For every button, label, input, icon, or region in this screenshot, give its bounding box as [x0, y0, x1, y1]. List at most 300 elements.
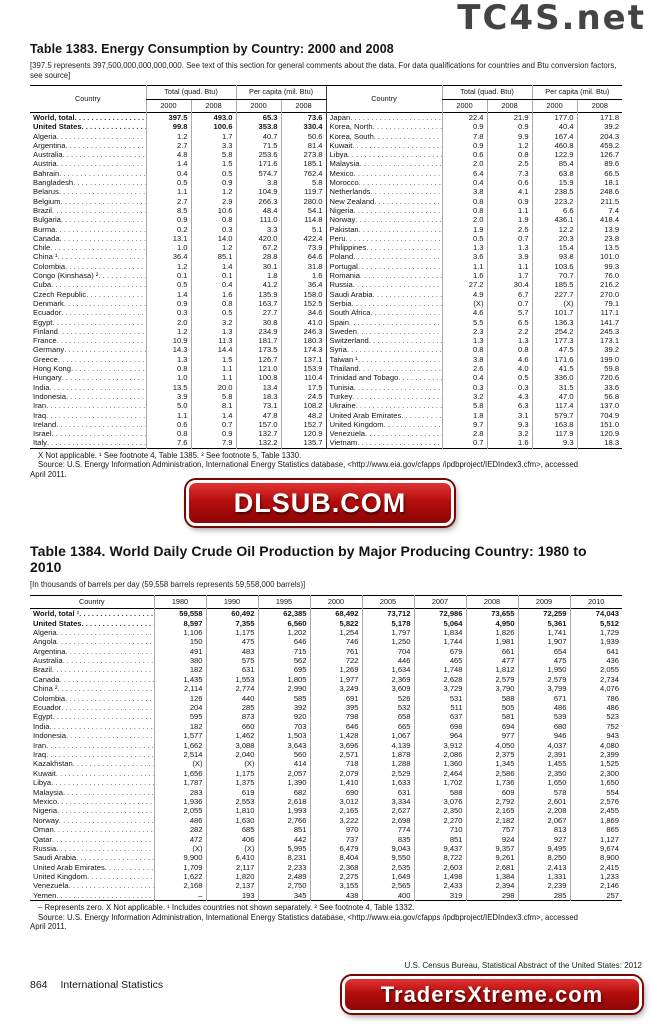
country-name: Oman [33, 825, 54, 835]
value-cell: 3,012 [310, 797, 362, 806]
value-cell: 89.6 [577, 159, 622, 168]
country-cell [30, 290, 146, 299]
value-cell: 722 [310, 656, 362, 665]
value-cell: 40.7 [236, 132, 281, 141]
value-cell: 248.6 [577, 187, 622, 196]
value-cell: 27.2 [442, 280, 487, 289]
country-name: United Arab Emirates [33, 862, 105, 872]
value-cell: 2,275 [310, 872, 362, 881]
value-cell: 4.1 [487, 187, 532, 196]
leader-dots [359, 225, 442, 234]
leader-dots [75, 113, 146, 122]
table-row [30, 299, 622, 308]
country-cell [30, 252, 146, 261]
leader-dots [351, 299, 441, 308]
value-cell: 28.8 [236, 252, 281, 261]
value-cell: 9,495 [518, 844, 570, 853]
leader-dots [63, 150, 146, 159]
value-cell: 2,553 [206, 797, 258, 806]
value-cell: 30.8 [236, 318, 281, 327]
value-cell: 171.6 [236, 159, 281, 168]
country-cell [30, 197, 146, 206]
value-cell: 1.3 [487, 336, 532, 345]
country-name: Kuwait [33, 768, 56, 778]
leader-dots [76, 853, 153, 862]
value-cell: 680 [518, 722, 570, 731]
value-cell: 631 [206, 665, 258, 674]
table-row [30, 373, 622, 382]
value-cell: 4,080 [570, 741, 622, 750]
value-cell: 8,404 [310, 853, 362, 862]
leader-dots [46, 741, 153, 750]
country-name: Malaysia [33, 787, 63, 797]
year-header: 2000 [442, 99, 487, 113]
value-cell: 1.3 [442, 336, 487, 345]
value-cell: 646 [258, 637, 310, 646]
leader-dots [60, 234, 146, 243]
country-cell [30, 327, 146, 336]
value-cell: 40.4 [532, 122, 577, 131]
value-cell: 285 [206, 703, 258, 712]
value-cell: 562 [258, 656, 310, 665]
value-cell: 695 [258, 665, 310, 674]
value-cell: 280.0 [281, 197, 326, 206]
value-cell: 7.4 [577, 206, 622, 215]
value-cell: 420.0 [236, 234, 281, 243]
table-row [30, 113, 622, 123]
value-cell: 6.4 [442, 169, 487, 178]
country-cell [30, 113, 146, 123]
leader-dots [60, 197, 145, 206]
value-cell: 694 [466, 722, 518, 731]
value-cell: 9.3 [532, 438, 577, 448]
country-cell [326, 318, 442, 327]
leader-dots [52, 665, 154, 674]
value-cell: 539 [518, 712, 570, 721]
value-cell: 54.1 [281, 206, 326, 215]
value-cell: 177.0 [532, 113, 577, 123]
value-cell: 117.4 [532, 401, 577, 410]
value-cell: 3.2 [191, 318, 236, 327]
country-name: India [33, 721, 50, 731]
value-cell: 3.3 [191, 141, 236, 150]
value-cell: 1,649 [362, 872, 414, 881]
country-cell [30, 844, 154, 853]
value-cell: 0.5 [146, 280, 191, 289]
value-cell: 691 [310, 694, 362, 703]
country-cell [326, 187, 442, 196]
leader-dots [71, 364, 146, 373]
value-cell: 3.8 [442, 355, 487, 364]
country-cell [30, 722, 154, 731]
year-header: 2007 [414, 595, 466, 609]
country-name: Saudi Arabia [33, 853, 77, 863]
year-header: 2010 [570, 595, 622, 609]
year-header: 2000 [236, 99, 281, 113]
value-cell: 3.6 [442, 252, 487, 261]
value-cell: 5.8 [442, 401, 487, 410]
value-cell: 24.5 [281, 392, 326, 401]
table-row [30, 806, 622, 815]
value-cell: 1,250 [362, 637, 414, 646]
value-cell: 73,655 [466, 609, 518, 619]
country-name: World, total [33, 113, 75, 122]
value-cell: 0.8 [146, 429, 191, 438]
table-row [30, 665, 622, 674]
value-cell: 0.4 [442, 373, 487, 382]
country-cell [326, 411, 442, 420]
value-cell: 126.7 [236, 355, 281, 364]
value-cell: 579.7 [532, 411, 577, 420]
value-cell: 2.5 [487, 225, 532, 234]
value-cell: 0.3 [487, 383, 532, 392]
value-cell: 3.2 [442, 392, 487, 401]
value-cell: 74,043 [570, 609, 622, 619]
leader-dots [52, 712, 153, 721]
value-cell: 0.6 [442, 150, 487, 159]
value-cell: 1.6 [487, 438, 532, 448]
value-cell: 703 [258, 722, 310, 731]
value-cell: 2,137 [206, 881, 258, 890]
country-cell [30, 122, 146, 131]
leader-dots [47, 438, 146, 447]
leader-dots [52, 835, 154, 844]
value-cell: 36.4 [281, 280, 326, 289]
country-cell [326, 355, 442, 364]
value-cell: (X) [206, 844, 258, 853]
value-cell: 298 [466, 891, 518, 901]
country-name: Norway [329, 215, 356, 225]
table-1384-body [30, 609, 622, 901]
country-name: Australia [33, 150, 63, 160]
country-name: Romania [329, 271, 360, 281]
country-cell [30, 206, 146, 215]
value-cell: 110.4 [281, 373, 326, 382]
value-cell: 0.4 [146, 169, 191, 178]
value-cell: 9,674 [570, 844, 622, 853]
value-cell: 12.2 [532, 225, 577, 234]
value-cell: 180.3 [281, 336, 326, 345]
country-cell [30, 429, 146, 438]
value-cell: 13.5 [577, 243, 622, 252]
leader-dots [57, 806, 153, 815]
country-name: Philippines [329, 243, 367, 253]
leader-dots [82, 122, 146, 131]
leader-dots [398, 373, 441, 382]
value-cell: 22.4 [442, 113, 487, 123]
country-cell [30, 392, 146, 401]
value-cell: 0.9 [191, 178, 236, 187]
country-name: Tunisia [329, 382, 354, 392]
table-1384 [30, 595, 622, 901]
table-row [30, 262, 622, 271]
value-cell: 1,993 [258, 806, 310, 815]
value-cell: 619 [206, 788, 258, 797]
country-name: Greece [33, 354, 58, 364]
table-row [30, 750, 622, 759]
table-row [30, 132, 622, 141]
country-name: Japan [329, 113, 351, 122]
country-cell [326, 169, 442, 178]
table-row [30, 872, 622, 881]
value-cell: 72,986 [414, 609, 466, 619]
table-row [30, 797, 622, 806]
country-cell [326, 327, 442, 336]
value-cell: 4.8 [146, 150, 191, 159]
year-header: 2000 [532, 99, 577, 113]
value-cell: 158.0 [281, 290, 326, 299]
value-cell: 1.2 [191, 187, 236, 196]
value-cell: 2,413 [518, 863, 570, 872]
country-name: United States [33, 122, 82, 132]
column-group-percapita: Per capita (mil. Btu) [236, 86, 326, 100]
country-cell [30, 411, 146, 420]
value-cell: 631 [362, 788, 414, 797]
value-cell: 3,249 [310, 684, 362, 693]
table-row [30, 187, 622, 196]
value-cell: 761 [310, 647, 362, 656]
country-cell [326, 197, 442, 206]
value-cell: 79.1 [577, 299, 622, 308]
value-cell: 0.8 [191, 215, 236, 224]
value-cell: 690 [310, 788, 362, 797]
value-cell: 5.8 [191, 392, 236, 401]
country-name: Vietnam [329, 438, 358, 448]
value-cell: 798 [310, 712, 362, 721]
country-name: Yemen [33, 890, 57, 900]
country-name: Libya [329, 150, 348, 160]
value-cell: 31.8 [281, 262, 326, 271]
leader-dots [58, 327, 146, 336]
table-row [30, 280, 622, 289]
table-row [30, 891, 622, 901]
value-cell: 786 [570, 694, 622, 703]
value-cell: 70.7 [532, 271, 577, 280]
value-cell: 216.2 [577, 280, 622, 289]
value-cell: 406 [206, 834, 258, 843]
table-row [30, 438, 622, 448]
value-cell: 1,067 [362, 731, 414, 740]
value-cell: 1,127 [570, 834, 622, 843]
value-cell: 319 [414, 891, 466, 901]
value-cell: 2,565 [362, 881, 414, 890]
value-cell: 1,622 [154, 872, 206, 881]
table-row [30, 392, 622, 401]
value-cell: 752 [570, 722, 622, 731]
country-cell [326, 336, 442, 345]
value-cell: 152.7 [281, 420, 326, 429]
value-cell: 2,464 [414, 769, 466, 778]
value-cell: 7,355 [206, 618, 258, 627]
value-cell: 182 [154, 722, 206, 731]
country-name: Finland [33, 326, 58, 336]
value-cell: 4.0 [487, 364, 532, 373]
leader-dots [352, 141, 441, 150]
value-cell: 9,550 [362, 853, 414, 862]
value-cell: 132.2 [236, 438, 281, 448]
value-cell: 20.0 [191, 383, 236, 392]
table-row [30, 411, 622, 420]
value-cell: 151.0 [577, 420, 622, 429]
country-name: Thailand [329, 364, 359, 374]
value-cell: 1,634 [362, 665, 414, 674]
value-cell: 64.6 [281, 252, 326, 261]
value-cell: 436 [570, 656, 622, 665]
country-name: Serbia [329, 298, 352, 308]
value-cell: 47.5 [532, 345, 577, 354]
country-name: Poland [329, 252, 354, 262]
value-cell: 0.5 [191, 308, 236, 317]
leader-dots [56, 844, 153, 853]
value-cell: 73.1 [236, 401, 281, 410]
value-cell: 442 [258, 834, 310, 843]
country-name: Burma [33, 224, 56, 234]
watermark-tradersxtreme-badge [342, 976, 642, 1013]
value-cell: 2,350 [518, 769, 570, 778]
leader-dots [49, 383, 145, 392]
table-row [30, 722, 622, 731]
value-cell: 2,586 [466, 769, 518, 778]
country-name: Russia [33, 843, 57, 853]
leader-dots [56, 769, 154, 778]
leader-dots [46, 411, 145, 420]
value-cell: 746 [310, 637, 362, 646]
value-cell: 1.6 [442, 271, 487, 280]
value-cell: 108.2 [281, 401, 326, 410]
leader-dots [354, 206, 442, 215]
value-cell: 1,729 [570, 628, 622, 637]
value-cell: 8,722 [414, 853, 466, 862]
leader-dots [64, 345, 145, 354]
table-row [30, 318, 622, 327]
value-cell: 223.2 [532, 197, 577, 206]
country-name: Portugal [329, 261, 358, 271]
country-name: Colombia [33, 261, 66, 271]
value-cell: 114.8 [281, 215, 326, 224]
leader-dots [56, 420, 145, 429]
value-cell: 465 [414, 656, 466, 665]
country-name: Morocco [329, 178, 359, 188]
value-cell: 204.3 [577, 132, 622, 141]
value-cell: 977 [466, 731, 518, 740]
country-cell [30, 637, 154, 646]
value-cell: 2,734 [570, 675, 622, 684]
value-cell: 2,375 [466, 750, 518, 759]
value-cell: 1.1 [146, 187, 191, 196]
country-name: Mexico [33, 796, 58, 806]
value-cell: 531 [414, 694, 466, 703]
country-name: United Kingdom [329, 419, 384, 429]
year-header: 2008 [577, 99, 622, 113]
value-cell: 641 [570, 647, 622, 656]
value-cell: 336.0 [532, 373, 577, 382]
country-name: India [33, 382, 50, 392]
country-cell [326, 364, 442, 373]
value-cell: 1,878 [362, 750, 414, 759]
value-cell: 227.7 [532, 290, 577, 299]
table-1384-header [30, 595, 622, 609]
country-name: Russia [329, 280, 353, 290]
value-cell: 2,455 [570, 806, 622, 815]
leader-dots [357, 438, 441, 447]
country-name: Belgium [33, 196, 61, 206]
value-cell: 560 [258, 750, 310, 759]
value-cell: 2,433 [414, 881, 466, 890]
country-cell [326, 290, 442, 299]
country-cell [30, 187, 146, 196]
leader-dots [350, 113, 441, 122]
value-cell: 111.0 [236, 215, 281, 224]
country-cell [30, 647, 154, 656]
value-cell: 851 [258, 825, 310, 834]
country-name: Bangladesh [33, 178, 74, 188]
value-cell: 2,117 [206, 863, 258, 872]
value-cell: 1.4 [191, 262, 236, 271]
value-cell: 581 [466, 712, 518, 721]
page-footer [30, 979, 163, 991]
value-cell: 486 [570, 703, 622, 712]
country-cell [326, 299, 442, 308]
value-cell: 1,656 [154, 769, 206, 778]
value-cell: 1,375 [206, 778, 258, 787]
value-cell: 67.2 [236, 243, 281, 252]
value-cell: 14.3 [146, 345, 191, 354]
value-cell: (X) [206, 759, 258, 768]
value-cell: 654 [518, 647, 570, 656]
country-cell [30, 299, 146, 308]
country-cell [326, 141, 442, 150]
value-cell: 15.4 [532, 243, 577, 252]
value-cell: 2,766 [258, 816, 310, 825]
value-cell: 1,810 [206, 806, 258, 815]
value-cell: 0.5 [487, 373, 532, 382]
table-row [30, 234, 622, 243]
value-cell: 682 [258, 788, 310, 797]
country-cell [30, 684, 154, 693]
value-cell: 135.9 [236, 290, 281, 299]
country-cell [30, 834, 154, 843]
value-cell: 397.5 [146, 113, 191, 123]
value-cell: 2,233 [258, 863, 310, 872]
country-cell [326, 308, 442, 317]
value-cell: 851 [414, 834, 466, 843]
value-cell: 99.3 [577, 262, 622, 271]
country-name: Egypt [33, 712, 53, 722]
value-cell: 62,385 [258, 609, 310, 619]
year-header: 1995 [258, 595, 310, 609]
leader-dots [64, 299, 146, 308]
value-cell: 18.1 [577, 178, 622, 187]
year-header: 2008 [191, 99, 236, 113]
value-cell: 119.7 [281, 187, 326, 196]
country-name: Australia [33, 656, 63, 666]
table-row [30, 308, 622, 317]
value-cell: 21.9 [487, 113, 532, 123]
country-name: Israel [33, 429, 52, 439]
value-cell: 177.3 [532, 336, 577, 345]
country-name: Denmark [33, 298, 64, 308]
country-cell [326, 262, 442, 271]
value-cell: 234.9 [236, 327, 281, 336]
value-cell: (X) [532, 299, 577, 308]
country-cell [326, 178, 442, 187]
value-cell: 2.7 [146, 197, 191, 206]
table-row [30, 816, 622, 825]
value-cell: 193 [206, 891, 258, 901]
leader-dots [63, 656, 154, 665]
leader-dots [57, 159, 146, 168]
value-cell: 9.3 [487, 420, 532, 429]
